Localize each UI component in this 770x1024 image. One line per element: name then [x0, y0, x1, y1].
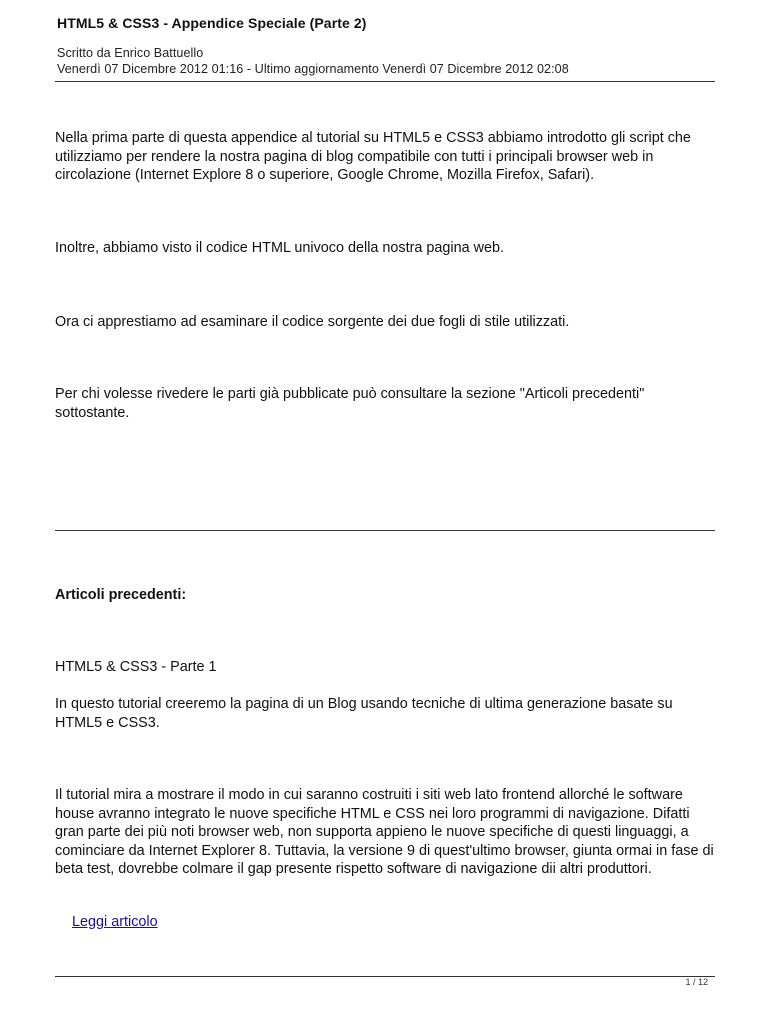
previous-article-description: Il tutorial mira a mostrare il modo in cui saranno costruiti i siti web lato frontend allorché le software house avranno integrato le nuove specifiche HTML e CSS nei loro programmi di navigazione. Difatti gran parte dei più noti browser web, non supporta appieno le nuove specifiche di questi linguaggi, a cominciare da Internet Explorer 8. Tuttavia, la versione 9 di quest'ultimo browser, giunta ormai in fase di beta test, dovrebbe colmare il gap presente rispetto software di navigazione dii altri produttori. [55, 787, 714, 877]
date-line: Venerdì 07 Dicembre 2012 01:16 - Ultimo aggiornamento Venerdì 07 Dicembre 2012 02:08 [57, 62, 569, 76]
previous-article-title: HTML5 & CSS3 - Parte 1 [55, 659, 217, 675]
header-divider [55, 81, 715, 82]
read-article-link[interactable]: Leggi articolo [72, 914, 158, 930]
previous-articles-heading: Articoli precedenti: [55, 587, 187, 603]
author-line: Scritto da Enrico Battuello [57, 46, 204, 60]
page-title: HTML5 & CSS3 - Appendice Speciale (Parte 2) [57, 15, 367, 31]
intro-paragraph: Nella prima parte di questa appendice al tutorial su HTML5 e CSS3 abbiamo introdotto gli script che utilizziamo per rendere la nostra pagina di blog compatibile con tutti i principali browser web in circolazione (Internet Explore 8 o superiore, Google Chrome, Mozilla Firefox, Safari). [55, 130, 691, 183]
previous-article-summary: In questo tutorial creeremo la pagina di un Blog usando tecniche di ultima generazione basate su HTML5 e CSS3. [55, 696, 673, 731]
body-paragraph-4: Per chi volesse rivedere le parti già pubblicate può consultare la sezione "Articoli precedenti" sottostante. [55, 386, 645, 421]
page-number: 1 / 12 [685, 977, 708, 987]
footer-divider [55, 976, 715, 977]
body-paragraph-3: Ora ci apprestiamo ad esaminare il codice sorgente dei due fogli di stile utilizzati. [55, 314, 570, 330]
body-paragraph-2: Inoltre, abbiamo visto il codice HTML univoco della nostra pagina web. [55, 240, 505, 256]
section-divider [55, 530, 715, 531]
